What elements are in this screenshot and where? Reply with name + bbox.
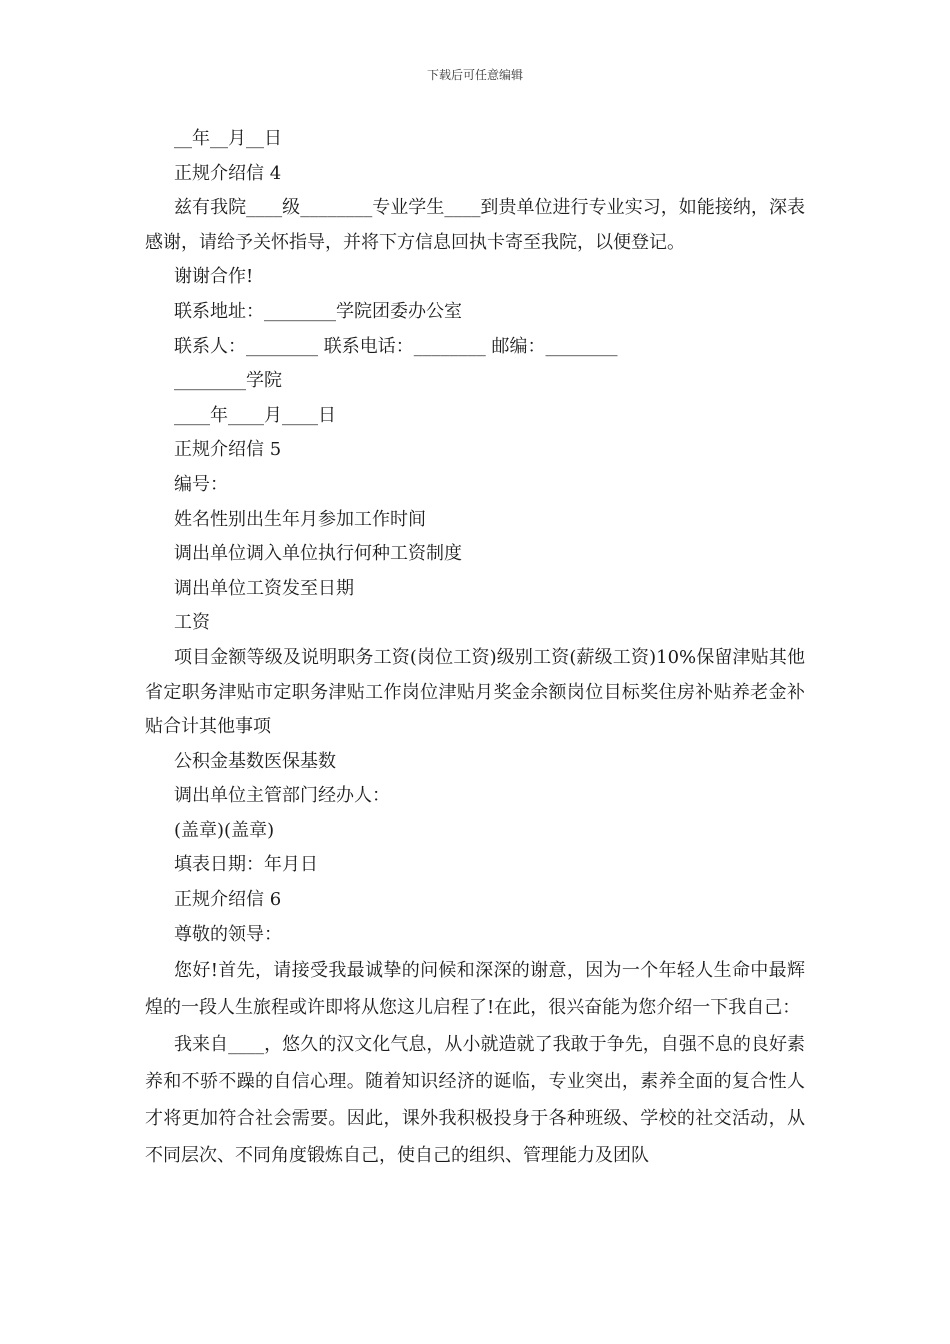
letter6-para2: 我来自____，悠久的汉文化气息，从小就造就了我敢于争先，自强不息的良好素养和不骄不躁的自信心理。随着知识经济的诞临，专业突出，素养全面的复合性人才将更加符合社会需要。因此，课外我积极投身于各种班级、学校的社交活动，从不同层次、不同角度锻炼自己，使自己的组织、管理能力及团队 — [145, 1034, 805, 1167]
letter5-row-salary: 工资 — [174, 612, 210, 634]
letter4-thanks: 谢谢合作! — [174, 266, 254, 288]
letter5-row-personal: 姓名性别出生年月参加工作时间 — [174, 508, 426, 530]
letter6-title: 正规介绍信 6 — [174, 889, 282, 911]
letter4-date: ____年____月____日 — [174, 404, 336, 426]
letter6-salutation: 尊敬的领导： — [174, 923, 282, 945]
letter5-row-units: 调出单位调入单位执行何种工资制度 — [174, 543, 462, 565]
letter5-number: 编号： — [174, 473, 228, 495]
letter4-date-line: __年__月__日 — [174, 128, 282, 149]
page-header-note: 下载后可任意编辑 — [426, 68, 523, 82]
letter5-row-salary-date: 调出单位工资发至日期 — [174, 577, 354, 599]
letter5-title: 正规介绍信 5 — [174, 439, 282, 461]
letter5-fill-date: 填表日期：年月日 — [174, 854, 318, 876]
letter5-seal: (盖章)(盖章) — [174, 819, 275, 841]
letter4-contacts: 联系人：________ 联系电话：________ 邮编：________ — [174, 335, 618, 357]
letter5-handler: 调出单位主管部门经办人： — [174, 785, 390, 807]
letter4-body: 兹有我院____级________专业学生____到贵单位进行专业实习，如能接纳，深表感谢，请给予关怀指导，并将下方信息回执卡寄至我院，以便登记。 — [145, 197, 805, 253]
letter5-items: 项目金额等级及说明职务工资(岗位工资)级别工资(薪级工资)10%保留津贴其他省定职务津贴市定职务津贴工作岗位津贴月奖金余额岗位目标奖住房补贴养老金补贴合计其他事项 — [145, 646, 805, 738]
letter6-para1: 您好!首先，请接受我最诚挚的问候和深深的谢意，因为一个年轻人生命中最辉煌的一段人生旅程或许即将从您这儿启程了!在此，很兴奋能为您介绍一下我自己： — [145, 960, 805, 1019]
letter5-fund: 公积金基数医保基数 — [174, 750, 336, 772]
letter4-school: ________学院 — [174, 370, 282, 392]
document-body — [145, 122, 805, 1174]
letter4-title: 正规介绍信 4 — [174, 162, 282, 184]
letter4-address: 联系地址：________学院团委办公室 — [174, 300, 462, 322]
